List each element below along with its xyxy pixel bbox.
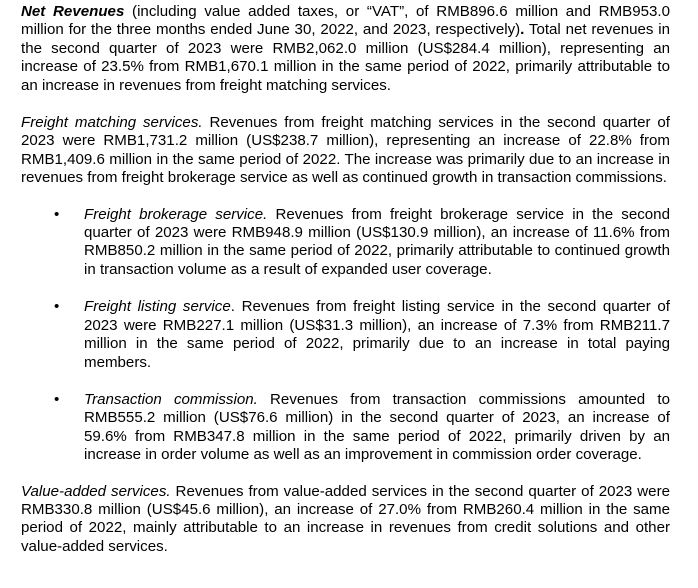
service-bullet-list [21,206,670,465]
freight-brokerage-heading: Freight brokerage service. [84,205,268,223]
freight-listing-heading: Freight listing service [84,298,231,316]
transaction-commission-heading: Transaction commission. [84,390,258,408]
net-revenues-paragraph [21,3,670,95]
freight-matching-paragraph [21,114,670,188]
freight-matching-text: Revenues from freight matching services in the second quarter of 2023 were RMB1,731.2 million (US$238.7 million), representing an increase of 22.8% from RMB1,409.6 million in the same period of 2022. The increase was primarily due to an increase in revenues from freight brokerage service as well as continued growth in transaction commissions. [21,114,670,187]
transaction-commission-text: Revenues from transaction commissions amounted to RMB555.2 million (US$76.6 million) in the second quarter of 2023, an increase of 59.6% from RMB347.8 million in the same period of 2022, primarily driven by an increase in order volume as well as an improvement in commission order coverage. [84,390,671,464]
net-revenues-heading: Net Revenues [21,3,125,20]
value-added-heading: Value-added services. [21,482,171,500]
freight-brokerage-text: Revenues from freight brokerage service in the second quarter of 2023 were RMB948.9 million (US$130.9 million), an increase of 11.6% from RMB850.2 million in the same period of 2022, primarily attributable to continued growth in transaction volume as a result of expanded user coverage. [84,205,670,278]
bullet-icon: • [54,205,60,223]
value-added-paragraph [21,483,670,557]
value-added-text: Revenues from value-added services in the second quarter of 2023 were RMB330.8 million (US$45.6 million), an increase of 27.0% from RMB260.4 million in the same period of 2022, mainly attributable to an increase in revenues from credit solutions and other value-added services. [21,482,670,555]
net-revenues-text-b: . [520,21,525,39]
bullet-freight-brokerage [21,206,670,280]
bullet-icon: • [54,390,60,408]
bullet-icon: • [54,298,60,316]
bullet-transaction-commission [21,391,670,465]
bullet-freight-listing [21,298,670,372]
net-revenues-text-a: (including value added taxes, or “VAT”, of RMB896.6 million and RMB953.0 million for the three months ended June 30, 2022, and 2023, respectively) [21,3,670,39]
freight-matching-heading: Freight matching services. [21,114,203,132]
net-revenues-text-c: Total net revenues in the second quarter of 2023 were RMB2,062.0 million (US$284.4 million), representing an increase of 23.5% from RMB1,670.1 million in the same period of 2022, primarily attributable to an increase in revenues from freight matching services. [21,21,670,94]
freight-listing-text: . Revenues from freight listing service in the second quarter of 2023 were RMB227.1 million (US$31.3 million), an increase of 7.3% from RMB211.7 million in the same period of 2022, primarily due to an increase in total paying members. [84,298,670,371]
